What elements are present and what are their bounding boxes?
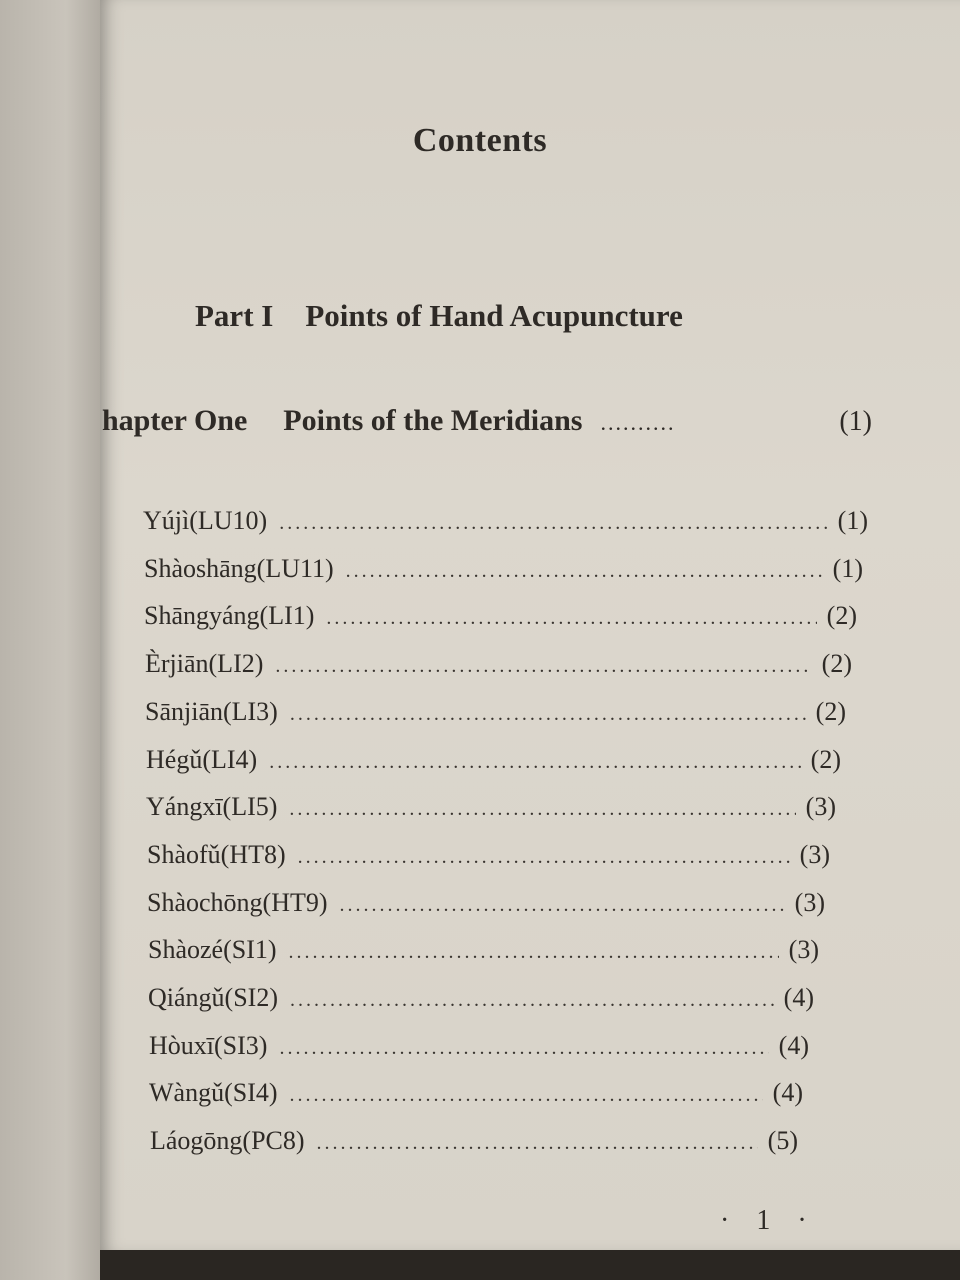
toc-entry-page: (4) <box>772 1078 803 1107</box>
toc-entry[interactable] <box>145 697 846 727</box>
toc-entry-page: (4) <box>778 1031 809 1060</box>
toc-leader-dots <box>289 798 795 821</box>
toc-entry-page: (4) <box>783 983 814 1012</box>
toc-entry[interactable] <box>143 506 868 536</box>
toc-leader-dots <box>290 1084 763 1107</box>
toc-entry-name: Shàoshāng(LU11) <box>144 554 334 583</box>
toc-entry[interactable] <box>147 888 825 918</box>
toc-entry[interactable] <box>146 792 836 822</box>
toc-entry-name: Shàozé(SI1) <box>148 935 277 964</box>
chapter-number: hapter One <box>102 404 248 437</box>
toc-entry-page: (2) <box>810 745 841 774</box>
toc-leader-dots <box>289 941 779 964</box>
toc-leader-dots <box>340 894 785 917</box>
chapter-title: Points of the Meridians <box>283 404 583 437</box>
toc-entry-name: Hégǔ(LI4) <box>146 745 258 774</box>
toc-entry[interactable] <box>148 983 814 1013</box>
toc-entry-name: Wàngǔ(SI4) <box>149 1078 278 1107</box>
toc-leader-dots <box>317 1132 758 1155</box>
toc-entry-page: (2) <box>815 697 846 726</box>
toc-entry-name: Yángxī(LI5) <box>146 792 278 821</box>
chapter-page-number: (1) <box>839 406 872 437</box>
toc-entry-name: Láogōng(PC8) <box>150 1126 305 1155</box>
toc-entry-page: (3) <box>794 888 825 917</box>
toc-entry-name: Shàofǔ(HT8) <box>147 840 286 869</box>
page-title: Contents <box>412 122 548 159</box>
toc-entry-name: Qiángǔ(SI2) <box>148 983 278 1012</box>
page-folio: · 1 · <box>720 1205 817 1236</box>
toc-entry-page: (1) <box>837 506 868 535</box>
toc-entry-name: Shāngyáng(LI1) <box>144 601 315 630</box>
toc-entry[interactable] <box>147 840 830 870</box>
toc-leader-dots <box>290 989 774 1012</box>
part-number: Part I <box>195 298 274 333</box>
toc-leader-dots <box>279 512 827 535</box>
toc-entry-page: (3) <box>805 792 836 821</box>
toc-entry-name: Yújì(LU10) <box>143 506 268 535</box>
toc-entry-name: Èrjiān(LI2) <box>145 649 264 678</box>
toc-entry-page: (1) <box>832 554 863 583</box>
toc-entry[interactable] <box>150 1126 798 1156</box>
toc-entry-page: (3) <box>788 935 819 964</box>
toc-leader-dots <box>275 655 811 678</box>
toc-entry-name: Hòuxī(SI3) <box>149 1031 268 1060</box>
chapter-leader-dots: .......... <box>600 410 676 435</box>
toc-entry-name: Sānjiān(LI3) <box>145 697 278 726</box>
toc-leader-dots <box>269 751 800 774</box>
toc-entry[interactable] <box>148 935 819 965</box>
toc-leader-dots <box>326 607 816 630</box>
toc-entry-page: (3) <box>799 840 830 869</box>
toc-entry-page: (2) <box>826 601 857 630</box>
toc-entry[interactable] <box>146 745 841 775</box>
toc-leader-dots <box>279 1037 768 1060</box>
part-title: Points of Hand Acupuncture <box>305 298 683 333</box>
toc-leader-dots <box>346 560 823 583</box>
toc-entry[interactable] <box>144 554 863 584</box>
toc-entry[interactable] <box>144 601 857 631</box>
toc-entry-page: (5) <box>767 1126 798 1155</box>
toc-entry-name: Shàochōng(HT9) <box>147 888 328 917</box>
toc-entry-page: (2) <box>821 649 852 678</box>
toc-entry[interactable] <box>145 649 852 679</box>
toc-leader-dots <box>298 846 790 869</box>
toc-entry[interactable] <box>149 1031 809 1061</box>
toc-entry[interactable] <box>149 1078 803 1108</box>
toc-leader-dots <box>290 703 806 726</box>
